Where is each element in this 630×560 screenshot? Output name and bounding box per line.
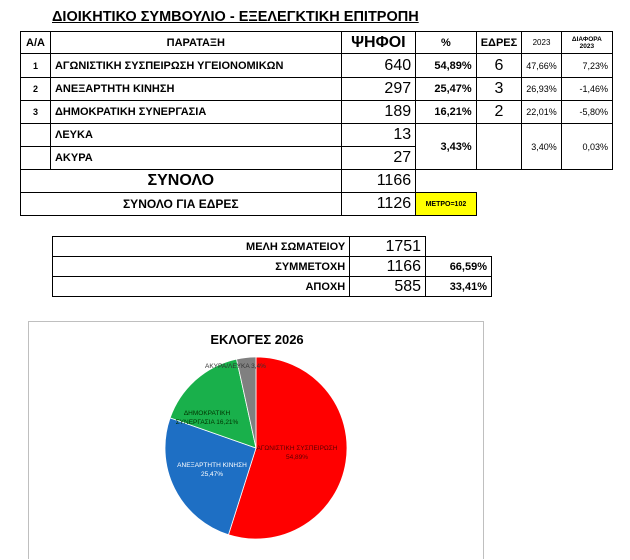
- row-votes: 189: [341, 101, 416, 124]
- total-votes: 1166: [341, 170, 416, 193]
- turnout-label: ΣΥΜΜΕΤΟΧΗ: [53, 257, 350, 277]
- row-party: ΑΓΩΝΙΣΤΙΚΗ ΣΥΣΠΕΙΡΩΣΗ ΥΓΕΙΟΝΟΜΙΚΩΝ: [50, 54, 341, 78]
- row-party: ΔΗΜΟΚΡΑΤΙΚΗ ΣΥΝΕΡΓΑΣΙΑ: [50, 101, 341, 124]
- turnout-pct: 66,59%: [426, 257, 492, 277]
- header-row: [21, 32, 613, 54]
- blank-row: [21, 124, 613, 147]
- metro-badge: ΜΕΤΡΟ=102: [416, 193, 477, 216]
- row-votes: 640: [341, 54, 416, 78]
- pie-slice-label: ΔΗΜΟΚΡΑΤΙΚΗ ΣΥΝΕΡΓΑΣΙΑ 16,21%: [175, 410, 239, 426]
- header-2023: 2023: [522, 32, 562, 54]
- row-diff: -5,80%: [561, 101, 612, 124]
- blank-votes: 13: [341, 124, 416, 147]
- table-row: [21, 101, 613, 124]
- row-aa: 2: [21, 78, 51, 101]
- table-row: [53, 237, 492, 257]
- table-row: [53, 277, 492, 297]
- header-party: ΠΑΡΑΤΑΞΗ: [50, 32, 341, 54]
- spacer: [476, 193, 522, 216]
- header-pct: %: [416, 32, 477, 54]
- header-diff: [561, 32, 612, 54]
- abstention-value: 585: [350, 277, 426, 297]
- pie-chart-panel: [28, 321, 484, 559]
- table-row: [21, 54, 613, 78]
- row-pct: 54,89%: [416, 54, 477, 78]
- participation-table: [52, 236, 492, 297]
- blank-aa: [21, 124, 51, 147]
- blank-invalid-2023: 3,40%: [522, 124, 562, 170]
- row-seats: 2: [476, 101, 522, 124]
- row-2023: 22,01%: [522, 101, 562, 124]
- table-row: [21, 78, 613, 101]
- spacer: [561, 193, 612, 216]
- blank-label: ΛΕΥΚΑ: [50, 124, 341, 147]
- row-diff: 7,23%: [561, 54, 612, 78]
- header-aa: Α/Α: [21, 32, 51, 54]
- total-row: [21, 170, 613, 193]
- row-votes: 297: [341, 78, 416, 101]
- invalid-label: ΑΚΥΡΑ: [50, 147, 341, 170]
- spacer: [476, 170, 522, 193]
- pie-slice-label: ΑΝΕΞΑΡΤΗΤΗ ΚΙΝΗΣΗ 25,47%: [177, 462, 247, 478]
- row-seats: 6: [476, 54, 522, 78]
- pie-slice-label: ΑΚΥΡΑ/ΛΕΥΚΑ 3,4%: [205, 363, 266, 370]
- row-aa: 3: [21, 101, 51, 124]
- total-seats-label: ΣΥΝΟΛΟ ΓΙΑ ΕΔΡΕΣ: [21, 193, 342, 216]
- row-aa: 1: [21, 54, 51, 78]
- total-seats-row: [21, 193, 613, 216]
- invalid-votes: 27: [341, 147, 416, 170]
- results-table: [20, 31, 613, 216]
- header-diff-line1: ΔΙΑΦΟΡΑ: [571, 35, 602, 43]
- row-seats: 3: [476, 78, 522, 101]
- row-2023: 47,66%: [522, 54, 562, 78]
- spacer: [416, 170, 477, 193]
- abstention-pct: 33,41%: [426, 277, 492, 297]
- page-title: ΔΙΟΙΚΗΤΙΚΟ ΣΥΜΒΟΥΛΙΟ - ΕΞΕΛΕΓΚΤΙΚΗ ΕΠΙΤΡΟΠΗ: [52, 9, 419, 25]
- row-diff: -1,46%: [561, 78, 612, 101]
- spacer: [561, 170, 612, 193]
- row-pct: 25,47%: [416, 78, 477, 101]
- members-value: 1751: [350, 237, 426, 257]
- spacer: [522, 170, 562, 193]
- blank-invalid-seats: [476, 124, 522, 170]
- total-label: ΣΥΝΟΛΟ: [21, 170, 342, 193]
- table-row: [53, 257, 492, 277]
- blank-invalid-pct: 3,43%: [416, 124, 477, 170]
- chart-title: ΕΚΛΟΓΕΣ 2026: [210, 332, 304, 347]
- blank-invalid-diff: 0,03%: [561, 124, 612, 170]
- members-pct: [426, 237, 492, 257]
- row-party: ΑΝΕΞΑΡΤΗΤΗ ΚΙΝΗΣΗ: [50, 78, 341, 101]
- pie-chart: [29, 322, 485, 560]
- row-pct: 16,21%: [416, 101, 477, 124]
- invalid-aa: [21, 147, 51, 170]
- members-label: ΜΕΛΗ ΣΩΜΑΤΕΙΟΥ: [53, 237, 350, 257]
- turnout-value: 1166: [350, 257, 426, 277]
- spacer: [522, 193, 562, 216]
- abstention-label: ΑΠΟΧΗ: [53, 277, 350, 297]
- header-diff-line2: 2023: [579, 42, 595, 50]
- row-2023: 26,93%: [522, 78, 562, 101]
- total-seats-votes: 1126: [341, 193, 416, 216]
- header-seats: ΕΔΡΕΣ: [476, 32, 522, 54]
- header-votes: ΨΗΦΟΙ: [341, 32, 416, 54]
- pie-slice-label: ΑΓΩΝΙΣΤΙΚΗ ΣΥΣΠΕΙΡΩΣΗ 54,89%: [256, 445, 338, 461]
